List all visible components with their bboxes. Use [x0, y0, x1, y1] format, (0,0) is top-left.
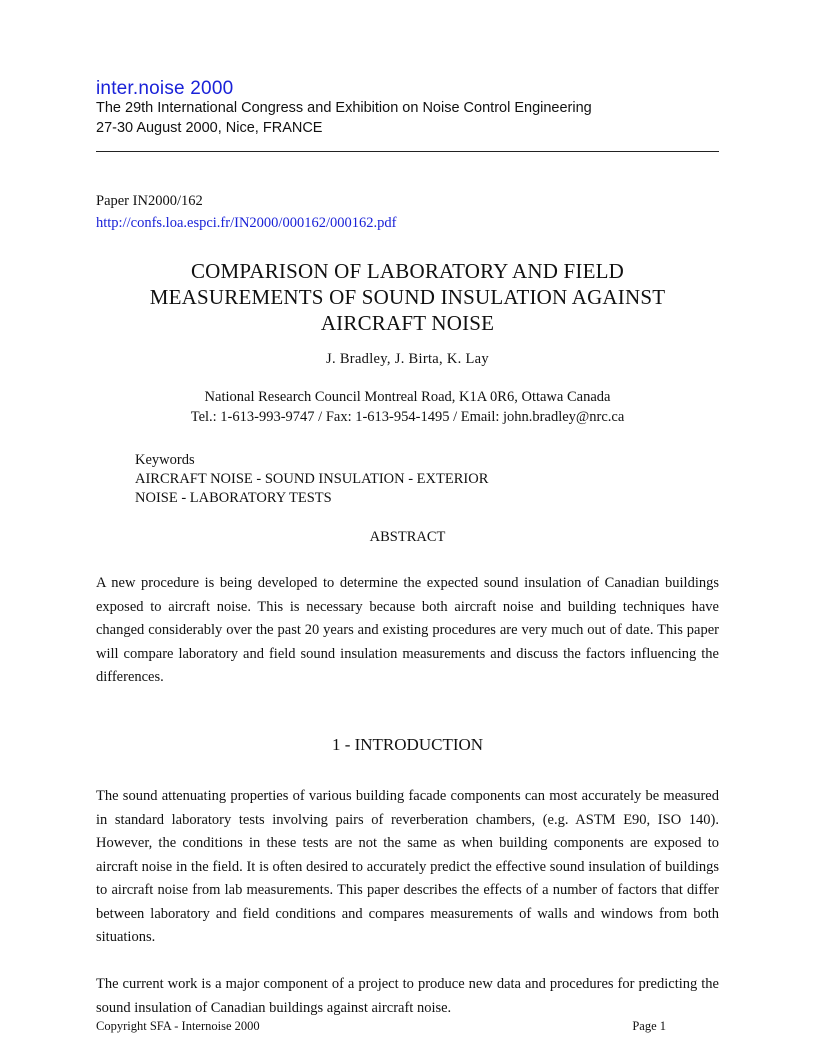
conference-name: inter.noise 2000 [96, 78, 234, 99]
authors: J. Bradley, J. Birta, K. Lay [326, 351, 489, 367]
keywords-line: NOISE - LABORATORY TESTS [135, 490, 332, 506]
abstract-heading: ABSTRACT [369, 529, 446, 545]
paper-title [96, 258, 719, 336]
paper-id: Paper IN2000/162 [96, 193, 203, 209]
congress-name: The 29th International Congress and Exhibition on Noise Control Engineering [96, 100, 592, 116]
footer-copyright: Copyright SFA - Internoise 2000 [96, 1019, 260, 1033]
title-line: COMPARISON OF LABORATORY AND FIELD [190, 259, 625, 283]
affiliation: National Research Council Montreal Road, K1A 0R6, Ottawa Canada [204, 389, 611, 405]
abstract-text: A new procedure is being developed to determine the expected sound insulation of Canadian buildings exposed to aircraft noise. This is necessary because both aircraft noise and building techniques have changed considerably over the past 20 years and existing procedures are very much out of date. This paper will compare laboratory and field sound insulation measurements and discuss the factors influencing the differences. [96, 575, 719, 685]
introduction-paragraph: The sound attenuating properties of various building facade components can most accurately be measured in standard laboratory tests involving pairs of reverberation chambers, (e.g. ASTM E90, ISO 140). However, the conditions in these tests are not the same as when building components are exposed to aircraft noise in the field. It is often desired to accurately predict the effective sound insulation of buildings to aircraft noise from lab measurements. This paper describes the effects of a number of factors that differ between laboratory and field conditions and compares measurements of walls and windows from both situations. [96, 788, 719, 945]
title-line: MEASUREMENTS OF SOUND INSULATION AGAINST [149, 285, 666, 309]
contact-info: Tel.: 1-613-993-9747 / Fax: 1-613-954-1495 / Email: john.bradley@nrc.ca [190, 409, 625, 425]
keywords-heading: Keywords [135, 452, 195, 468]
introduction-heading: 1 - INTRODUCTION [331, 735, 484, 754]
title-line: AIRCRAFT NOISE [320, 311, 495, 335]
keywords-line: AIRCRAFT NOISE - SOUND INSULATION - EXTERIOR [135, 471, 489, 487]
paper-url-link[interactable]: http://confs.loa.espci.fr/IN2000/000162/000162.pdf [96, 215, 397, 231]
header-divider [96, 151, 719, 152]
introduction-paragraph: The current work is a major component of a project to produce new data and procedures for predicting the sound insulation of Canadian buildings against aircraft noise. [96, 976, 719, 1016]
footer-page-number: Page 1 [632, 1019, 666, 1033]
conference-dates: 27-30 August 2000, Nice, FRANCE [96, 120, 323, 136]
